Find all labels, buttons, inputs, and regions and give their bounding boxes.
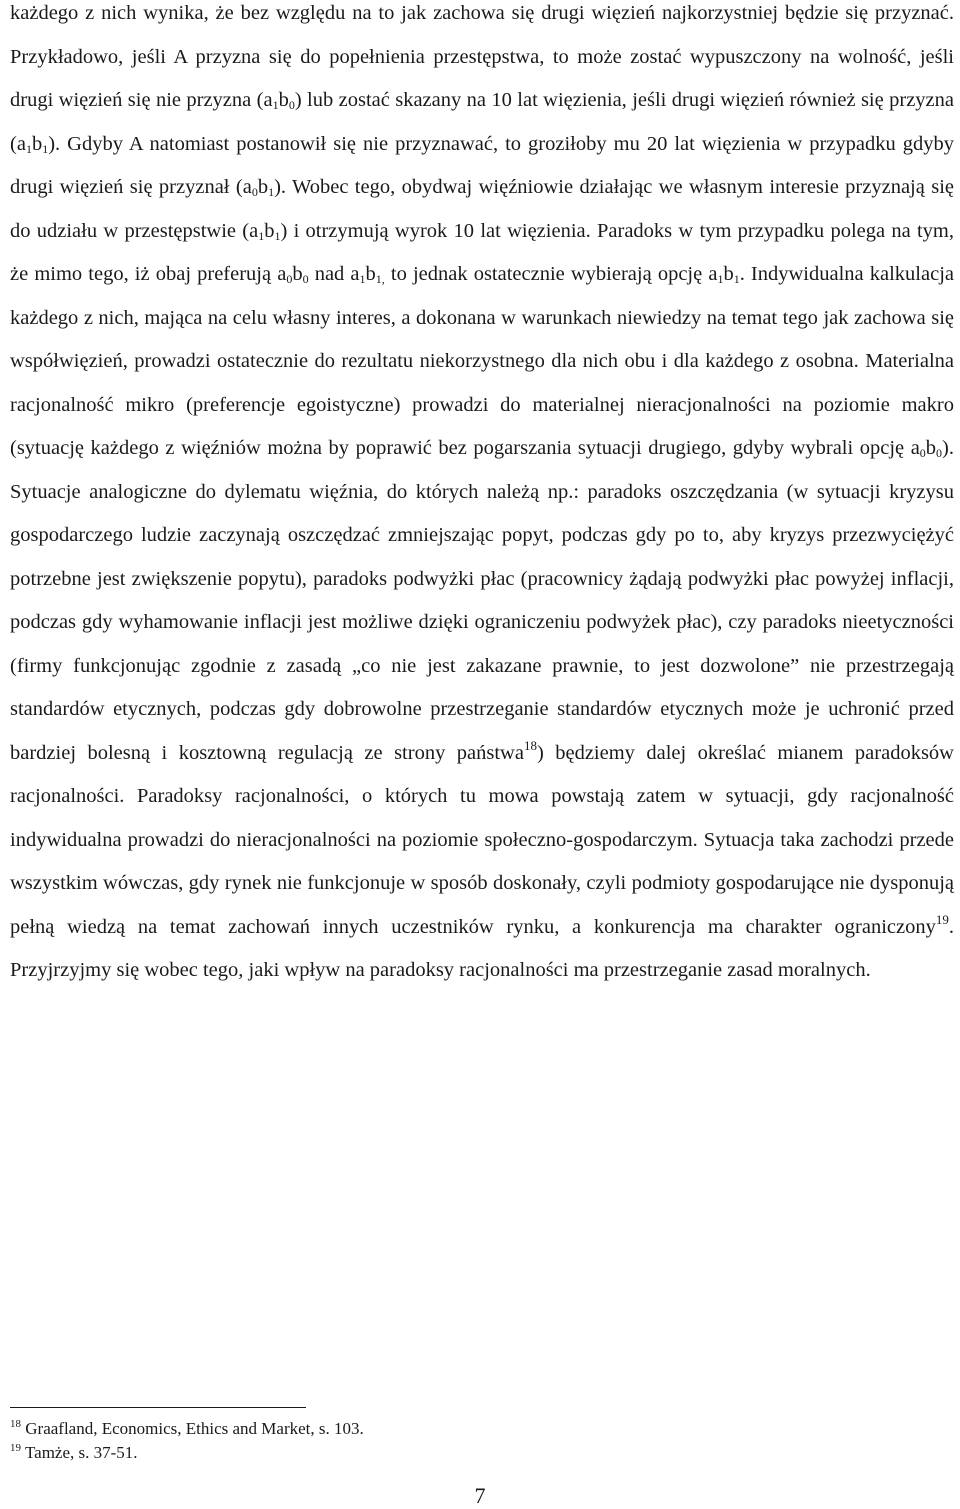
footnote-19 — [10, 1441, 910, 1465]
subscript: 0 — [302, 272, 309, 286]
subscript: 1, — [375, 272, 385, 286]
subscript: 1 — [733, 272, 740, 286]
text-run: b — [264, 219, 275, 242]
text-run: . Przyjrzyjmy się wobec tego, jaki wpływ na paradoksy racjonalności ma przestrzeganie zasad moralnych. — [10, 915, 954, 981]
footnote-number: 18 — [10, 1418, 21, 1430]
subscript: 1 — [42, 141, 49, 156]
subscript: 1 — [25, 141, 32, 156]
subscript: 0 — [286, 272, 293, 286]
subscript: 0 — [919, 446, 926, 460]
text-run: b — [292, 263, 303, 285]
subscript: 1 — [268, 185, 275, 199]
text-run: nad a — [308, 263, 360, 285]
footnote-number: 19 — [10, 1442, 21, 1454]
subscript: 1 — [258, 228, 265, 243]
body-paragraph — [10, 0, 954, 993]
text-run: każdego z nich wynika, że bez względu na to jak zachowa się drugi więzień najkorzystniej będzie się przyznać. Przykładowo, jeśli A przyzna się do popełnienia przestępstwa, to może zostać wypuszczony na wolność, jeśli drugi więzień się nie przyzna (a — [10, 2, 954, 111]
footnotes — [10, 1417, 910, 1465]
footnote-18 — [10, 1417, 910, 1441]
text-run: b — [257, 176, 269, 198]
text-run: ). Sytuacje analogiczne do dylematu więźnia, do których należą np.: paradoks oszczędzania (w sytuacji kryzysu gospodarczego ludzie zaczynają oszczędzać zmniejszając popyt, podczas gdy po to, aby kryzys przezwyciężyć potrzebne jest zwiększenie popytu), paradoks podwyżki płac (pracownicy żądają podwyżki płac powyżej inflacji, podczas gdy wyhamowanie inflacji jest możliwe dzięki ograniczeniu podwyżek płac), czy paradoks nieetyczności (firmy funkcjonując zgodnie z zasadą „co nie jest zakazane prawnie, to jest dozwolone” nie przestrzegają standardów etycznych, podczas gdy dobrowolne przestrzeganie standardów etycznych może je uchronić przed bardziej bolesną i kosztowną regulacją ze strony państwa — [10, 437, 954, 764]
subscript: 0 — [288, 98, 295, 112]
subscript: 0 — [251, 185, 258, 199]
text-run: ) będziemy dalej określać mianem paradoksów racjonalności. Paradoksy racjonalności, o których tu mowa powstają zatem w sytuacji, gdy racjonalność indywidualna prowadzi do nieracjonalności na poziomie społeczno-gospodarczym. Sytuacja taka zachodzi przede wszystkim wówczas, gdy rynek nie funkcjonuje w sposób doskonały, czyli podmioty gospodarujące nie dysponują pełną wiedzą na temat zachowań innych uczestników rynku, a konkurencja ma charakter ograniczony — [10, 741, 954, 938]
subscript: 1 — [359, 272, 366, 286]
page-number: 7 — [474, 1483, 486, 1508]
text-run: ). Wobec tego, obydwaj więźniowie działając we własnym interesie przyznają się do udziału w przestępstwie (a — [10, 176, 954, 242]
text-run: b — [723, 263, 734, 285]
footnote-text: Graafland, Economics, Ethics and Market, s. 103. — [25, 1419, 364, 1438]
subscript: 1 — [272, 98, 279, 112]
text-run: to jednak ostatecznie wybierają opcję a — [384, 263, 718, 285]
text-run: b — [31, 132, 43, 155]
footnote-reference: 19 — [935, 911, 949, 927]
text-run: ). Gdyby A natomiast postanowił się nie przyznawać, to groziłoby mu 20 lat więzienia w przypadku gdyby drugi więzień się przyznał (a — [10, 132, 954, 198]
subscript: 1 — [717, 272, 724, 286]
subscript: 0 — [936, 446, 943, 460]
text-run: ) lub zostać skazany na 10 lat więzienia, jeśli drugi więzień również się przyzna (a — [10, 89, 954, 155]
subscript: 1 — [274, 228, 281, 243]
footnote-separator — [10, 1407, 306, 1408]
text-run: b — [278, 89, 289, 111]
text-run: b — [925, 437, 937, 459]
footnote-reference: 18 — [523, 737, 537, 753]
text-run: ) i otrzymują wyrok 10 lat więzienia. Paradoks w tym przypadku polega na tym, że mimo tego, iż obaj preferują a — [10, 219, 954, 285]
text-run: b — [365, 263, 376, 285]
text-run: . Indywidualna kalkulacja każdego z nich, mająca na celu własny interes, a dokonana w warunkach niewiedzy na temat tego jak zachowa się współwięzień, prowadzi ostatecznie do rezultatu niekorzystnego dla nich obu i dla każdego z osobna. Materialna racjonalność mikro (preferencje egoistyczne) prowadzi do materialnej nieracjonalności na poziomie makro (sytuację każdego z więźniów można by poprawić bez pogarszania sytuacji drugiego, gdyby wybrali opcję a — [10, 263, 954, 459]
footnote-text: Tamże, s. 37-51. — [24, 1443, 138, 1462]
